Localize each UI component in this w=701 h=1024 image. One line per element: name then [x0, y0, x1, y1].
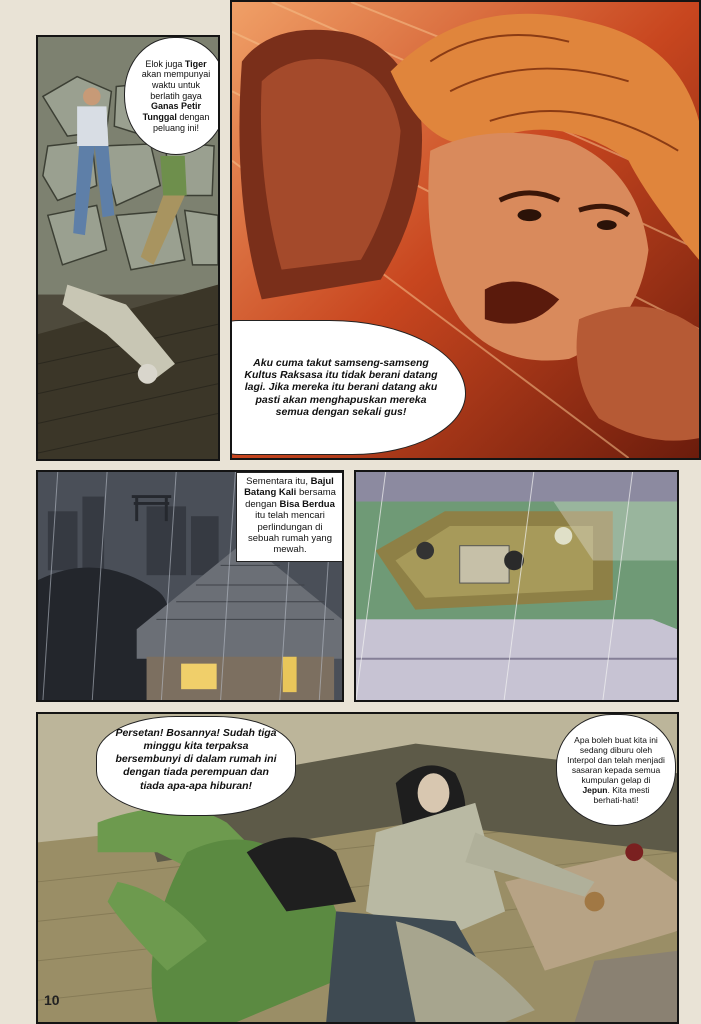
- panel-overhead-fight: [36, 35, 220, 461]
- panel-hideout-argument: [36, 712, 679, 1024]
- panel-skylight-room: [354, 470, 679, 702]
- panel-hero-closeup: [230, 0, 701, 460]
- speech-bubble-interpol: [556, 714, 676, 826]
- shout-bubble-persetan: [96, 716, 296, 816]
- panel-skylight-room-art: [356, 472, 677, 700]
- speech-bubble-interpol-text: Apa boleh buat kita ini sedang diburu oleh Interpol dan telah menjadi sasaran kepada semua kumpulan gelap di Jepun. Kita mesti berhati-hati!: [567, 734, 665, 806]
- speech-bubble-hero-text: Aku cuma takut samseng-samseng Kultus Raksasa itu tidak berani datang lagi. Jika mereka itu berani datang aku pasti akan menghapuskan mereka semua dengan sekali gus!: [244, 356, 438, 419]
- narration-caption: [236, 472, 344, 562]
- panel-house-rain: [36, 470, 344, 702]
- narration-caption-text: Sementara itu, Bajul Batang Kali bersama dengan Bisa Berdua itu telah mencari perlindungan di sebuah rumah yang mewah.: [244, 476, 336, 556]
- shout-bubble-persetan-text: Persetan! Bosannya! Sudah tiga minggu kita terpaksa bersembunyi di dalam rumah ini dengan tiada perempuan dan tiada apa-apa hiburan!: [115, 727, 277, 792]
- speech-bubble-tiger: [124, 37, 220, 155]
- page-number: 10: [44, 992, 60, 1008]
- speech-bubble-tiger-text: Elok juga Tiger akan mempunyai waktu untuk berlatih gaya Ganas Petir Tunggal dengan peluang ini!: [141, 58, 211, 133]
